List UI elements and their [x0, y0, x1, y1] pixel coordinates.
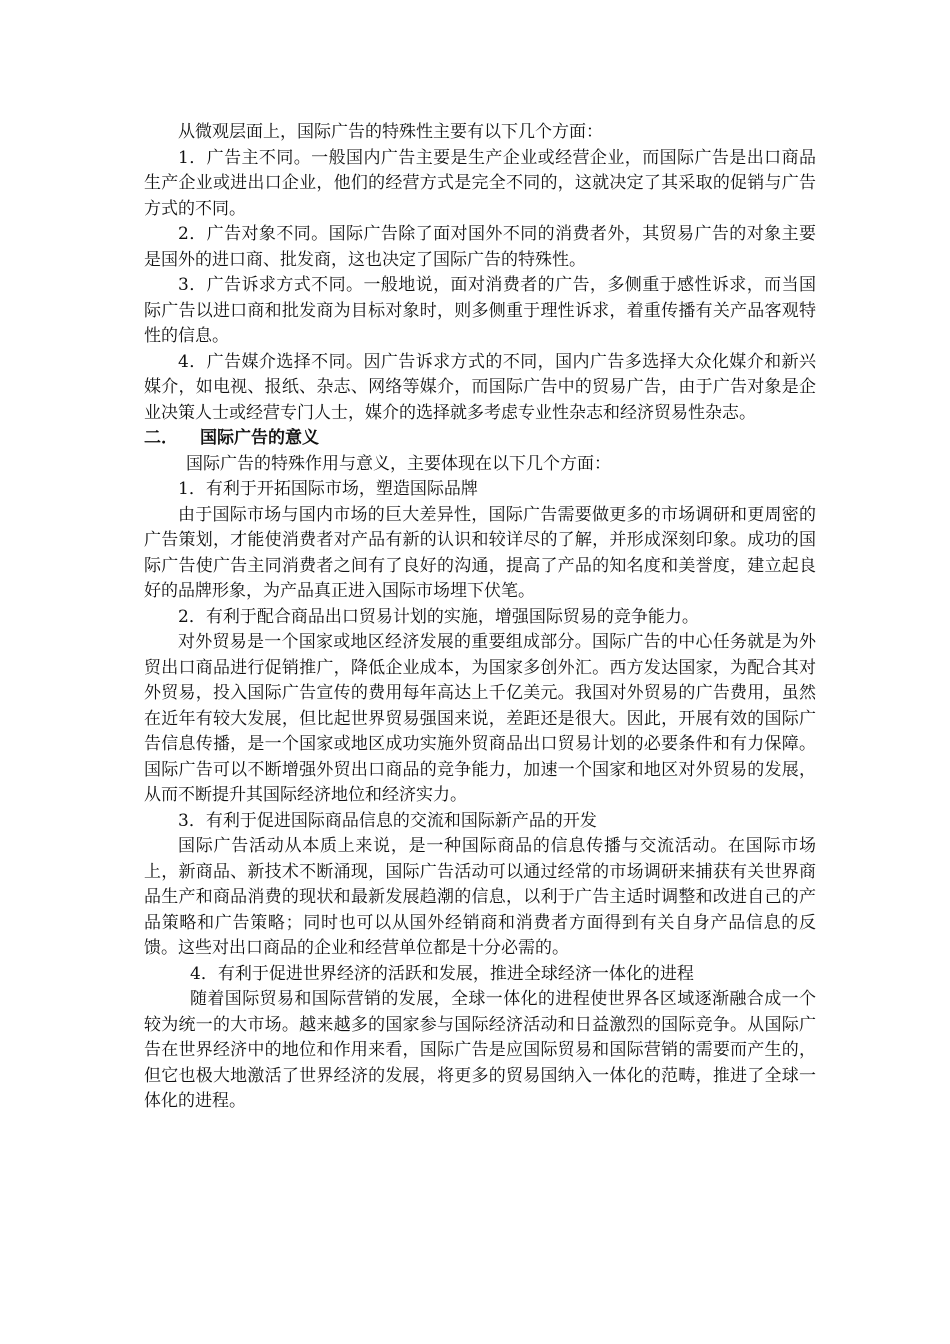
section-heading	[144, 426, 816, 452]
section-intro-paragraph: 国际广告的特殊作用与意义，主要体现在以下几个方面：	[186, 453, 611, 474]
point-paragraph: 3．广告诉求方式不同。一般地说，面对消费者的广告，多侧重于感性诉求，而当国际广告以进口商和批发商为目标对象时，则多侧重于理性诉求，着重传播有关产品客观特性的信息。	[144, 275, 816, 346]
subheading: 4．有利于促进世界经济的活跃和发展，推进全球经济一体化的进程	[190, 963, 694, 984]
intro-paragraph: 从微观层面上，国际广告的特殊性主要有以下几个方面：	[178, 122, 603, 142]
point-paragraph: 4．广告媒介选择不同。因广告诉求方式的不同，国内广告多选择大众化媒介和新兴媒介，如电视、报纸、杂志、网络等媒介，而国际广告中的贸易广告，由于广告对象是企业决策人士或经营专门人士，媒介的选择就多考虑专业性杂志和经济贸易性杂志。	[144, 351, 816, 423]
body-paragraph: 随着国际贸易和国际营销的发展，全球一体化的进程使世界各区域逐渐融合成一个较为统一的大市场。越来越多的国家参与国际经济活动和日益激烈的国际竞争。从国际广告在世界经济中的地位和作用来看，国际广告是应国际贸易和国际营销的需要而产生的，但它也极大地激活了世界经济的发展，将更多的贸易国纳入一体化的范畴，推进了全球一体化的进程。	[144, 989, 816, 1111]
section-number: 二．	[144, 428, 178, 448]
body-paragraph: 对外贸易是一个国家或地区经济发展的重要组成部分。国际广告的中心任务就是为外贸出口商品进行促销推广，降低企业成本，为国家多创外汇。西方发达国家，为配合其对外贸易，投入国际广告宣传的费用每年高达上千亿美元。我国对外贸易的广告费用，虽然在近年有较大发展，但比起世界贸易强国来说，差距还是很大。因此，开展有效的国际广告信息传播，是一个国家或地区成功实施外贸商品出口贸易计划的必要条件和有力保障。国际广告可以不断增强外贸出口商品的竞争能力，加速一个国家和地区对外贸易的发展，从而不断提升其国际经济地位和经济实力。	[144, 632, 816, 805]
subheading: 2．有利于配合商品出口贸易计划的实施，增强国际贸易的竞争能力。	[178, 606, 699, 627]
section-title: 国际广告的意义	[200, 428, 319, 448]
body-paragraph: 由于国际市场与国内市场的巨大差异性，国际广告需要做更多的市场调研和更周密的广告策划，才能使消费者对产品有新的认识和较详尽的了解，并形成深刻印象。成功的国际广告使广告主同消费者之间有了良好的沟通，提高了产品的知名度和美誉度，建立起良好的品牌形象，为产品真正进入国际市场埋下伏笔。	[144, 504, 816, 601]
subheading: 3．有利于促进国际商品信息的交流和国际新产品的开发	[178, 810, 597, 831]
point-paragraph: 2．广告对象不同。国际广告除了面对国外不同的消费者外，其贸易广告的对象主要是国外的进口商、批发商，这也决定了国际广告的特殊性。	[144, 224, 816, 270]
body-paragraph: 国际广告活动从本质上来说，是一种国际商品的信息传播与交流活动。在国际市场上，新商品、新技术不断涌现，国际广告活动可以通过经常的市场调研来捕获有关世界商品生产和商品消费的现状和最新发展趋潮的信息，以利于广告主适时调整和改进自己的产品策略和广告策略；同时也可以从国外经销商和消费者方面得到有关自身产品信息的反馈。这些对出口商品的企业和经营单位都是十分必需的。	[144, 836, 816, 958]
document-body	[144, 120, 816, 1115]
point-paragraph: 1．广告主不同。一般国内广告主要是生产企业或经营企业，而国际广告是出口商品生产企业或进出口企业，他们的经营方式是完全不同的，这就决定了其采取的促销与广告方式的不同。	[144, 147, 816, 219]
subheading: 1．有利于开拓国际市场，塑造国际品牌	[178, 479, 478, 499]
